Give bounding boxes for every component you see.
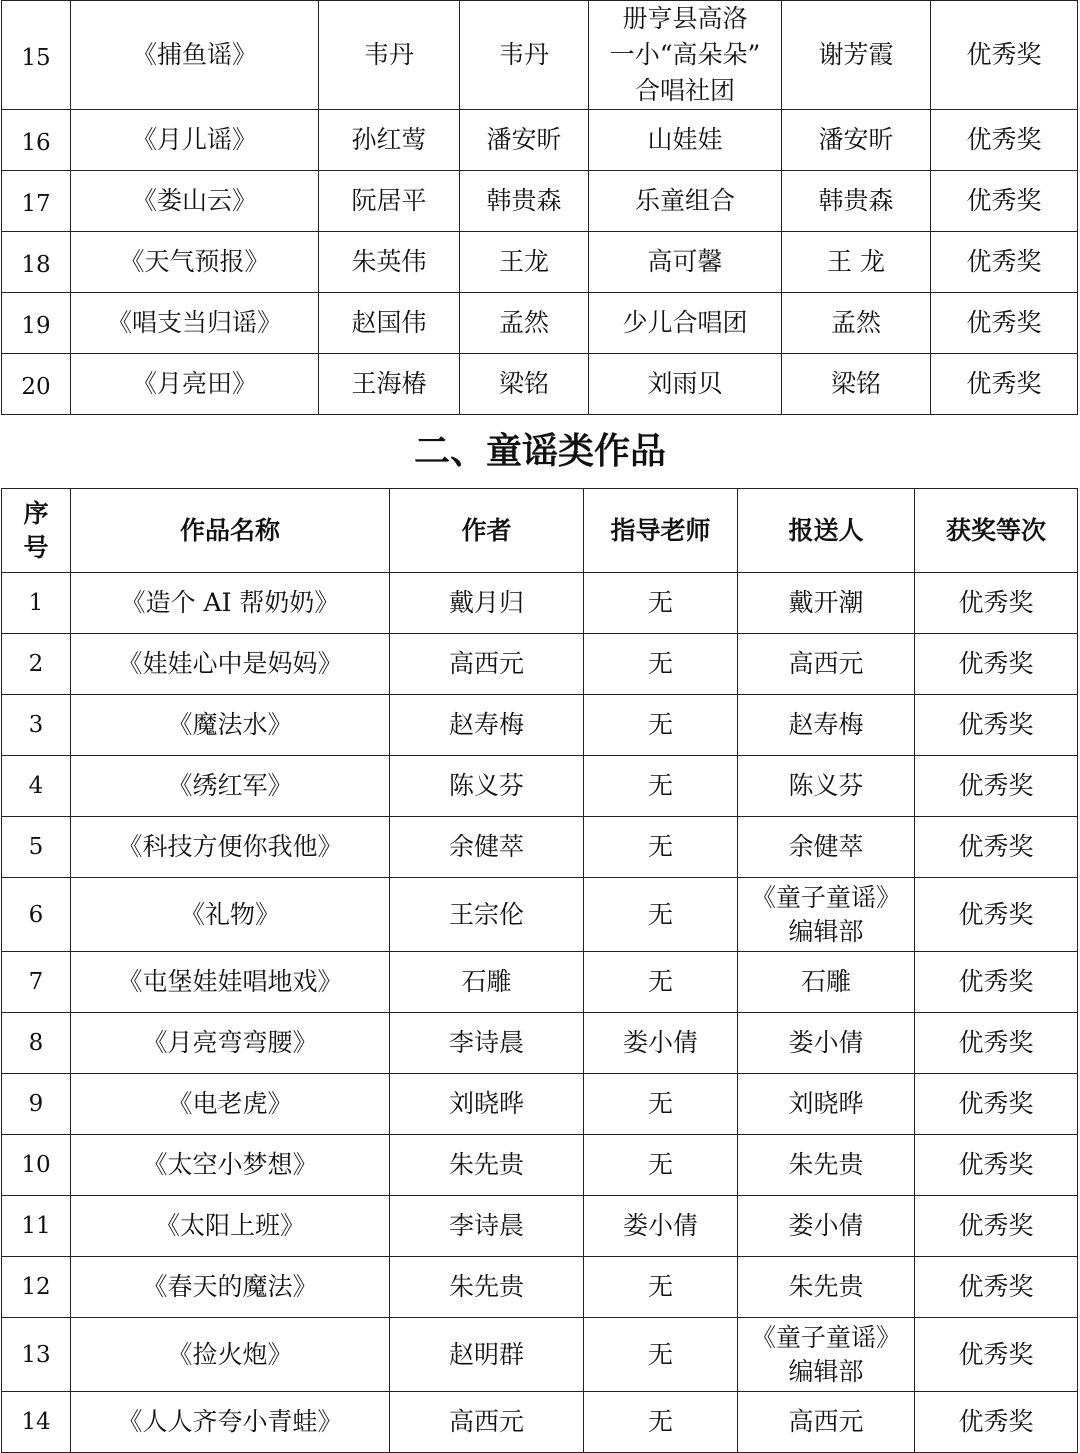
submitter-line: 戴开潮 xyxy=(788,588,864,617)
award: 优秀奖 xyxy=(915,878,1078,952)
award: 优秀奖 xyxy=(915,1196,1078,1257)
table-row xyxy=(2,1013,1078,1074)
table-row xyxy=(2,573,1078,634)
teacher: 无 xyxy=(584,1135,738,1196)
row-number: 1 xyxy=(2,573,71,634)
header-teacher: 指导老师 xyxy=(584,489,738,573)
award: 优秀奖 xyxy=(915,1074,1078,1135)
author: 高西元 xyxy=(390,634,584,695)
submitter xyxy=(738,878,915,952)
section-title: 二、童谣类作品 xyxy=(413,431,666,472)
work-name: 《太阳上班》 xyxy=(71,1196,390,1257)
work-name: 《春天的魔法》 xyxy=(71,1257,390,1318)
row-number: 2 xyxy=(2,634,71,695)
table-header-row xyxy=(2,489,1078,573)
author: 戴月归 xyxy=(390,573,584,634)
performer-line: 刘雨贝 xyxy=(647,369,723,398)
author: 王海椿 xyxy=(319,354,460,415)
music-awards-table-continued xyxy=(1,0,1078,415)
award: 优秀奖 xyxy=(931,1,1078,110)
row-number: 9 xyxy=(2,1074,71,1135)
row-number: 8 xyxy=(2,1013,71,1074)
submitter xyxy=(738,1013,915,1074)
teacher: 无 xyxy=(584,634,738,695)
author: 孙红莺 xyxy=(319,110,460,171)
author: 阮居平 xyxy=(319,171,460,232)
submitter: 潘安昕 xyxy=(782,110,931,171)
work-name: 《捕鱼谣》 xyxy=(71,1,319,110)
row-number: 10 xyxy=(2,1135,71,1196)
header-seq-line: 序 xyxy=(23,498,49,528)
author: 王宗伦 xyxy=(390,878,584,952)
header-submitter: 报送人 xyxy=(738,489,915,573)
performer xyxy=(589,110,782,171)
teacher: 王龙 xyxy=(460,232,589,293)
work-name: 《人人齐夸小青蛙》 xyxy=(71,1392,390,1453)
work-name: 《捡火炮》 xyxy=(71,1318,390,1392)
submitter: 梁铭 xyxy=(782,354,931,415)
row-number: 15 xyxy=(2,1,71,110)
performer-line: 合唱社团 xyxy=(634,76,735,105)
submitter xyxy=(738,756,915,817)
row-number: 11 xyxy=(2,1196,71,1257)
award: 优秀奖 xyxy=(915,756,1078,817)
award: 优秀奖 xyxy=(931,232,1078,293)
teacher: 娄小倩 xyxy=(584,1196,738,1257)
submitter: 王 龙 xyxy=(782,232,931,293)
author: 赵国伟 xyxy=(319,293,460,354)
author: 韦丹 xyxy=(319,1,460,110)
author: 赵明群 xyxy=(390,1318,584,1392)
teacher: 无 xyxy=(584,756,738,817)
work-name: 《娄山云》 xyxy=(71,171,319,232)
table-row xyxy=(2,952,1078,1013)
award: 优秀奖 xyxy=(915,817,1078,878)
author: 赵寿梅 xyxy=(390,695,584,756)
table-row xyxy=(2,1196,1078,1257)
teacher: 无 xyxy=(584,1392,738,1453)
table-row xyxy=(2,1392,1078,1453)
author: 朱先贵 xyxy=(390,1257,584,1318)
submitter-line: 编辑部 xyxy=(788,1356,864,1386)
submitter xyxy=(738,573,915,634)
award: 优秀奖 xyxy=(931,110,1078,171)
table-row xyxy=(2,878,1078,952)
table-row xyxy=(2,695,1078,756)
row-number: 16 xyxy=(2,110,71,171)
work-name: 《造个 AI 帮奶奶》 xyxy=(71,573,390,634)
performer-line: 乐童组合 xyxy=(634,186,735,215)
teacher: 无 xyxy=(584,878,738,952)
row-number: 3 xyxy=(2,695,71,756)
header-seq xyxy=(2,489,71,573)
submitter-line: 《童子童谣》 xyxy=(750,882,901,912)
row-number: 17 xyxy=(2,171,71,232)
submitter-line: 高西元 xyxy=(788,649,864,678)
author: 高西元 xyxy=(390,1392,584,1453)
teacher: 娄小倩 xyxy=(584,1013,738,1074)
submitter xyxy=(738,952,915,1013)
table-row xyxy=(2,817,1078,878)
work-name: 《屯堡娃娃唱地戏》 xyxy=(71,952,390,1013)
author: 石雕 xyxy=(390,952,584,1013)
submitter xyxy=(738,1257,915,1318)
submitter xyxy=(738,695,915,756)
submitter: 谢芳霞 xyxy=(782,1,931,110)
table-row xyxy=(2,634,1078,695)
performer-line: 少儿合唱团 xyxy=(622,308,748,337)
header-work-name: 作品名称 xyxy=(71,489,390,573)
row-number: 18 xyxy=(2,232,71,293)
row-number: 4 xyxy=(2,756,71,817)
teacher: 无 xyxy=(584,1257,738,1318)
teacher: 无 xyxy=(584,1074,738,1135)
submitter-line: 朱先贵 xyxy=(788,1272,864,1301)
author: 余健萃 xyxy=(390,817,584,878)
row-number: 12 xyxy=(2,1257,71,1318)
table-row xyxy=(2,171,1078,232)
submitter xyxy=(738,1135,915,1196)
award: 优秀奖 xyxy=(915,1392,1078,1453)
row-number: 7 xyxy=(2,952,71,1013)
award: 优秀奖 xyxy=(931,293,1078,354)
submitter xyxy=(738,1318,915,1392)
table-row xyxy=(2,1,1078,110)
performer-line: 册亨县高洛 xyxy=(622,4,748,33)
performer-line: 山娃娃 xyxy=(647,125,723,154)
teacher: 韦丹 xyxy=(460,1,589,110)
nursery-rhyme-awards-table xyxy=(1,488,1078,1453)
author: 李诗晨 xyxy=(390,1013,584,1074)
submitter-line: 赵寿梅 xyxy=(788,710,864,739)
submitter xyxy=(738,817,915,878)
submitter-line: 娄小倩 xyxy=(788,1028,864,1057)
teacher: 无 xyxy=(584,817,738,878)
row-number: 14 xyxy=(2,1392,71,1453)
performer xyxy=(589,293,782,354)
work-name: 《电老虎》 xyxy=(71,1074,390,1135)
row-number: 13 xyxy=(2,1318,71,1392)
teacher: 孟然 xyxy=(460,293,589,354)
performer xyxy=(589,171,782,232)
table-row xyxy=(2,1135,1078,1196)
table-row xyxy=(2,110,1078,171)
teacher: 无 xyxy=(584,573,738,634)
award: 优秀奖 xyxy=(915,695,1078,756)
work-name: 《娃娃心中是妈妈》 xyxy=(71,634,390,695)
submitter-line: 娄小倩 xyxy=(788,1211,864,1240)
submitter xyxy=(738,1074,915,1135)
performer xyxy=(589,1,782,110)
performer xyxy=(589,354,782,415)
submitter: 孟然 xyxy=(782,293,931,354)
header-author: 作者 xyxy=(390,489,584,573)
award: 优秀奖 xyxy=(931,171,1078,232)
performer-line: 一小“高朵朵” xyxy=(609,40,761,69)
author: 李诗晨 xyxy=(390,1196,584,1257)
author: 陈义芬 xyxy=(390,756,584,817)
table-row xyxy=(2,1074,1078,1135)
work-name: 《礼物》 xyxy=(71,878,390,952)
performer-line: 高可馨 xyxy=(647,247,723,276)
submitter-line: 陈义芬 xyxy=(788,771,864,800)
submitter xyxy=(738,1392,915,1453)
submitter-line: 高西元 xyxy=(788,1407,864,1436)
submitter xyxy=(738,634,915,695)
work-name: 《月亮弯弯腰》 xyxy=(71,1013,390,1074)
header-award: 获奖等次 xyxy=(915,489,1078,573)
teacher: 韩贵森 xyxy=(460,171,589,232)
work-name: 《月亮田》 xyxy=(71,354,319,415)
table-row xyxy=(2,756,1078,817)
award: 优秀奖 xyxy=(915,1257,1078,1318)
work-name: 《魔法水》 xyxy=(71,695,390,756)
table-row xyxy=(2,232,1078,293)
table-row xyxy=(2,354,1078,415)
row-number: 6 xyxy=(2,878,71,952)
table-row xyxy=(2,1257,1078,1318)
author: 朱先贵 xyxy=(390,1135,584,1196)
award: 优秀奖 xyxy=(915,634,1078,695)
award: 优秀奖 xyxy=(915,573,1078,634)
work-name: 《月儿谣》 xyxy=(71,110,319,171)
row-number: 5 xyxy=(2,817,71,878)
performer xyxy=(589,232,782,293)
work-name: 《天气预报》 xyxy=(71,232,319,293)
award: 优秀奖 xyxy=(915,1013,1078,1074)
table-row xyxy=(2,293,1078,354)
submitter-line: 刘晓晔 xyxy=(788,1089,864,1118)
submitter-line: 余健萃 xyxy=(788,832,864,861)
teacher: 无 xyxy=(584,952,738,1013)
work-name: 《唱支当归谣》 xyxy=(71,293,319,354)
submitter: 韩贵森 xyxy=(782,171,931,232)
award: 优秀奖 xyxy=(915,952,1078,1013)
award: 优秀奖 xyxy=(931,354,1078,415)
award: 优秀奖 xyxy=(915,1135,1078,1196)
work-name: 《科技方便你我他》 xyxy=(71,817,390,878)
submitter-line: 《童子童谣》 xyxy=(750,1322,901,1352)
teacher: 无 xyxy=(584,695,738,756)
submitter-line: 石雕 xyxy=(800,967,851,996)
author: 刘晓晔 xyxy=(390,1074,584,1135)
submitter-line: 朱先贵 xyxy=(788,1150,864,1179)
submitter xyxy=(738,1196,915,1257)
submitter-line: 编辑部 xyxy=(788,916,864,946)
teacher: 梁铭 xyxy=(460,354,589,415)
work-name: 《绣红军》 xyxy=(71,756,390,817)
row-number: 19 xyxy=(2,293,71,354)
award: 优秀奖 xyxy=(915,1318,1078,1392)
author: 朱英伟 xyxy=(319,232,460,293)
row-number: 20 xyxy=(2,354,71,415)
teacher: 无 xyxy=(584,1318,738,1392)
table-row xyxy=(2,1318,1078,1392)
header-seq-line: 号 xyxy=(23,532,49,562)
teacher: 潘安昕 xyxy=(460,110,589,171)
work-name: 《太空小梦想》 xyxy=(71,1135,390,1196)
